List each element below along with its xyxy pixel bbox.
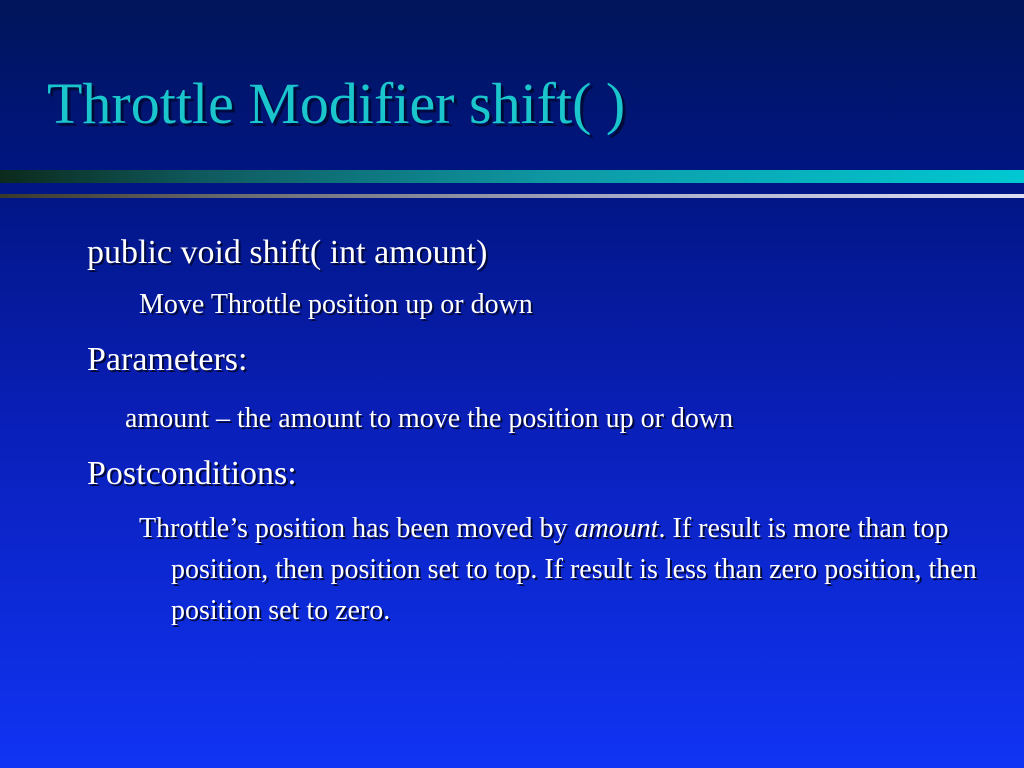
postcondition-emphasis: amount xyxy=(574,513,659,544)
postcondition-text-start: Throttle’s position has been moved by xyxy=(139,513,575,544)
postcondition-text xyxy=(139,508,981,631)
parameters-heading: Parameters: xyxy=(87,341,248,378)
method-signature: public void shift( int amount) xyxy=(87,234,488,271)
slide-title: Throttle Modifier shift( ) xyxy=(47,71,626,136)
postcondition-text-end: . If result is more than top position, then position set to top. If result is less than zero position, then position set to zero. xyxy=(171,513,977,626)
postconditions-heading: Postconditions: xyxy=(87,455,297,492)
parameter-amount: amount – the amount to move the position up or down xyxy=(125,403,734,434)
title-divider-thin xyxy=(0,194,1024,198)
method-description: Move Throttle position up or down xyxy=(139,289,533,320)
title-divider-thick xyxy=(0,170,1024,183)
